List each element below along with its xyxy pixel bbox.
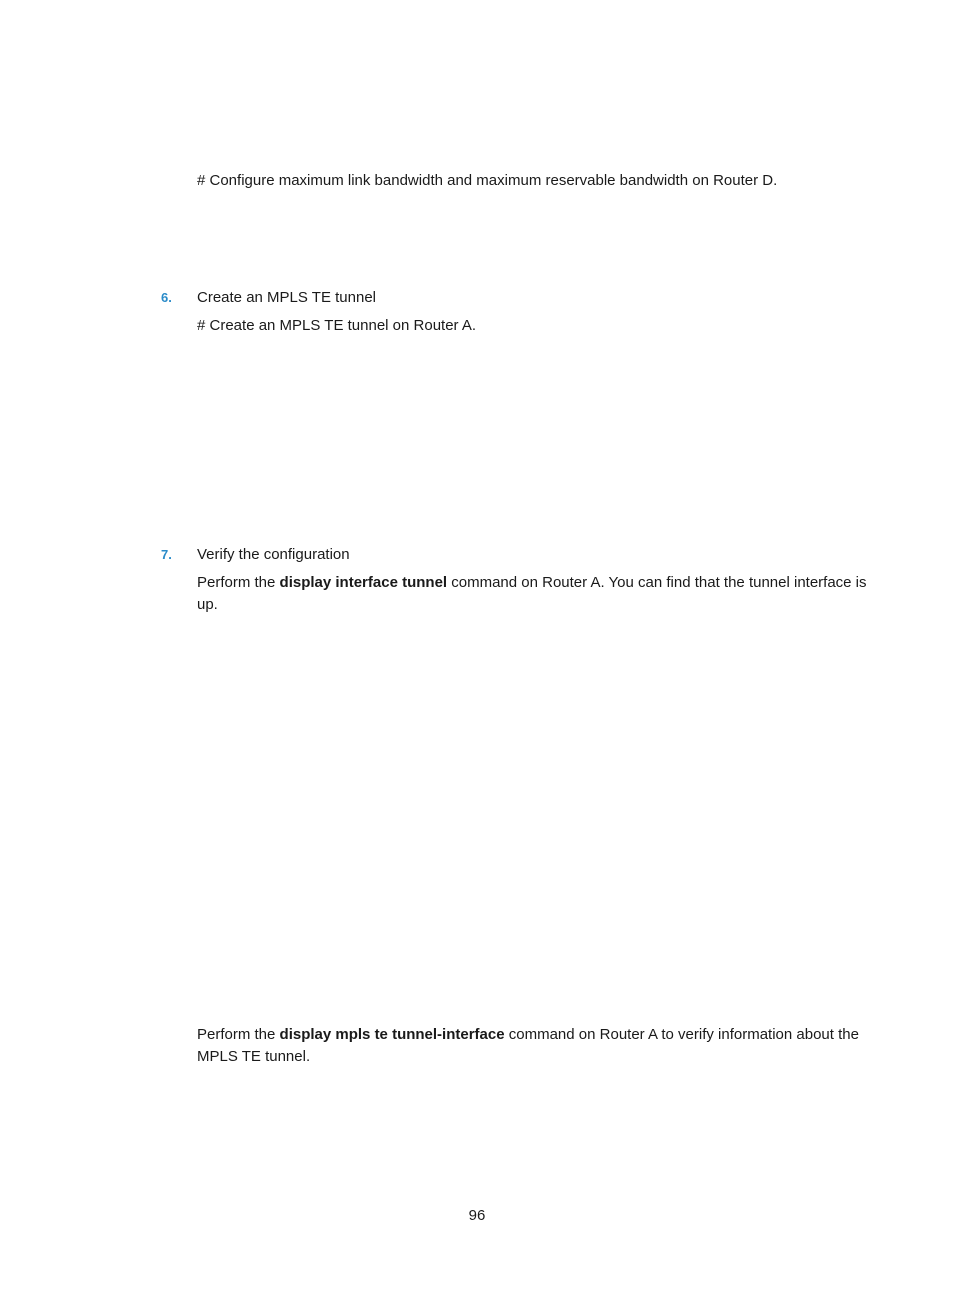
verify-te-suffix: command on Router A to verify information about the MPLS TE tunnel. [197,1026,859,1065]
step-6-number: 6. [161,290,172,305]
configure-router-d-paragraph: # Configure maximum link bandwidth and maximum reservable bandwidth on Router D. [197,172,778,189]
display-mpls-te-tunnel-interface-command: display mpls te tunnel-interface [279,1026,505,1043]
verify-te-prefix: Perform the [197,1026,280,1043]
display-interface-tunnel-command: display interface tunnel [279,574,448,591]
step-7-body-prefix: Perform the [197,574,280,591]
step-6-title: Create an MPLS TE tunnel [197,289,376,306]
step-7-number: 7. [161,547,172,562]
step-6-body: # Create an MPLS TE tunnel on Router A. [197,317,477,334]
page-number: 96 [468,1207,486,1224]
step-7-title: Verify the configuration [197,546,350,563]
step-7-body [197,572,869,616]
step-7-body-suffix: command on Router A. You can find that the tunnel interface is up. [197,574,867,613]
verify-te-tunnel-paragraph [197,1024,869,1068]
